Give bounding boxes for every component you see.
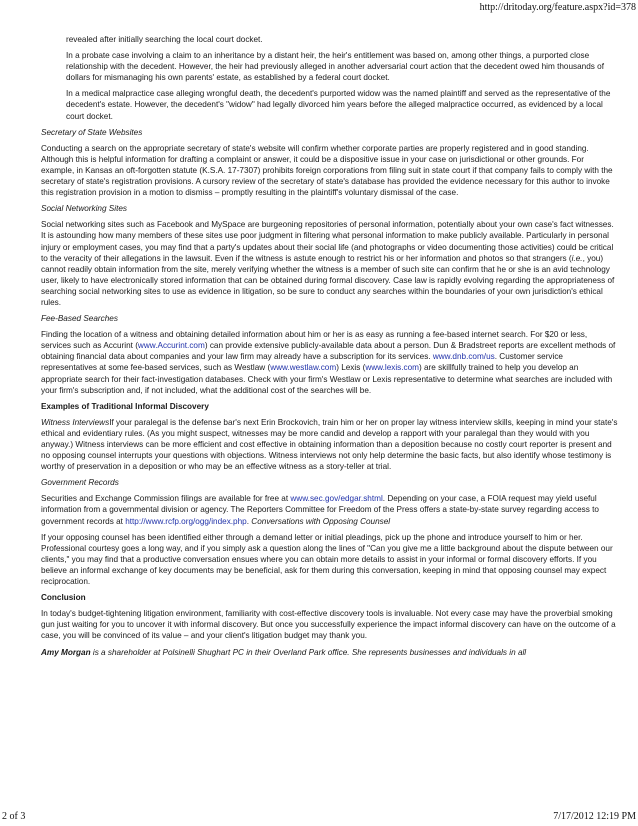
text-run: .	[246, 516, 252, 526]
text-run-italic: i.e.	[571, 253, 583, 263]
paragraph: In a medical malpractice case alleging wrongful death, the decedent's purported widow was the named plaintiff and served as the representative of the decedent's estate. However, the decedent's "widow" had legally divorced him years before the alleged malpractice occurred, as evidenced by a local court docket.	[66, 89, 611, 121]
author-bio	[41, 647, 618, 658]
paragraph: revealed after initially searching the local court docket.	[66, 35, 263, 44]
accurint-link[interactable]: www.Accurint.com	[137, 341, 205, 351]
text-run: Securities and Exchange Commission filings are available for free at	[41, 494, 291, 504]
print-timestamp: 7/17/2012 12:19 PM	[553, 811, 636, 822]
text-run: . Depending on your case, a FOIA request may yield useful information from a governmental division or agency. The Reporters Committee for Freedom of the Press offers a state-by-state survey regarding access to government records at	[41, 494, 599, 526]
section-heading-secretary-of-state: Secretary of State Websites	[41, 127, 143, 137]
header-url: http://dritoday.org/feature.aspx?id=378	[479, 2, 636, 13]
text-run: ) Lexis (	[336, 363, 366, 373]
westlaw-link[interactable]: www.westlaw.com	[270, 363, 337, 373]
text-run: ) are skillfully trained to help you develop an appropriate search for their fact-investigation databases. Check with your firm's Westlaw or Lexis representative to determine what searches are included with your firm's subscription and, if not included, what the additional cost of the searches will be.	[41, 363, 613, 395]
text-run: . Customer service representatives at some fee-based services, such as Westlaw (	[41, 352, 563, 373]
text-run: Social networking sites such as Facebook and MySpace are burgeoning repositories of personal information, potentially about your own case's fact witnesses. It is astounding how many members of these sites use poor judgment in filtering what personal information to make publicly available. Particularly in personal injury or employment cases, you may find that a party's updates about their social life (and photographs or video documenting those activities) could be critical to the veracity of their allegations in the lawsuit. Even if the witness is astute enough to restrict his or her information and photos so that strangers (	[41, 220, 614, 263]
lexis-link[interactable]: www.lexis.com	[365, 363, 419, 373]
paragraph: In today's budget-tightening litigation environment, familiarity with cost-effective discovery tools is invaluable. Not every case may have the proverbial smoking gun just waiting for you to uncover it with informal discovery. But once you successfully experience the impact informal discovery can have on the outcome of a case, you will be convinced of its value – and your client's litigation budget may thank you.	[41, 609, 616, 641]
rcfp-link[interactable]: http://www.rcfp.org/ogg/index.php	[125, 516, 247, 526]
paragraph: In a probate case involving a claim to an inheritance by a distant heir, the heir's entitlement was based on, among other things, a purported close relationship with the decedent. However, the heir had previously alleged in another adversarial court action that the decedent owed him thousands of dollars for mismanaging his own parents' estate, as established by a federal court docket.	[66, 51, 604, 83]
paragraph	[41, 417, 618, 472]
author-name: Amy Morgan	[41, 647, 91, 657]
text-run: ) can provide extensive publicly-available data about a person. Dun & Bradstreet reports are excellent methods of obtaining financial data about companies and your law firm may already have a subscription for its services.	[41, 341, 616, 362]
paragraph	[41, 329, 618, 396]
paragraph: Conducting a search on the appropriate secretary of state's website will confirm whether corporate parties are properly registered and in good standing. Although this is helpful information for drafting a complaint or answer, it could be a dispositive issue in your case on jurisdictional or other grounds. For example, in Kansas an oft-forgotten statute (K.S.A. 17-7307) prohibits foreign corporations from filing suit in state court if that company fails to comply with the secretary of state's registration provisions. A cursory review of the secretary of state's database has provided the evidence necessary for this author to invoke this registration provision in a motion to dismiss – promptly resulting in the plaintiff's voluntary dismissal of the case.	[41, 143, 613, 198]
dnb-link[interactable]: www.dnb.com/us	[432, 352, 495, 362]
sec-edgar-link[interactable]: www.sec.gov/edgar.shtml	[290, 494, 383, 504]
paragraph	[41, 493, 618, 526]
subheading-conversations: Conversations with Opposing Counsel	[251, 516, 391, 526]
section-heading-conclusion: Conclusion	[41, 593, 86, 603]
section-heading-fee-based: Fee-Based Searches	[41, 314, 118, 324]
section-heading-government-records: Government Records	[41, 478, 119, 488]
text-run: is a shareholder at Polsinelli Shughart PC in their Overland Park office. She represents businesses and individuals in all	[90, 647, 527, 657]
text-run: If your paralegal is the defense bar's next Erin Brockovich, train him or her on proper lay witness interview skills, keeping in mind your state's ethical and evidentiary rules. (As you might suspect, witnesses may be more candid and develop a rapport with your paralegal than they would with you anyway.) Witness interviews can be more efficient and cost effective in obtaining information than a deposition because no costly court reporter is present and no opposing counsel interrupts your questions with objections. Witness interviews not only help determine the basic facts, but also identify whose testimony is worthy of preservation in a deposition or who may be an effective witness as a story-teller at trial.	[41, 417, 618, 472]
section-heading-examples: Examples of Traditional Informal Discovery	[41, 401, 209, 411]
page-number: 2 of 3	[2, 811, 26, 822]
text-run: Finding the location of a witness and obtaining detailed information about him or her is as easy as running a fee-based internet search. For $20 or less, services such as Accurint (	[41, 330, 588, 351]
paragraph: If your opposing counsel has been identified either through a demand letter or initial pleadings, pick up the phone and introduce yourself to him or her. Professional courtesy goes a long way, and if you simply ask a question along the lines of "Can you give me a little background about the dispute between our clients," you may find that a productive conversation ensues where you can obtain more details to assist in your informal or formal discovery efforts. If you believe an informal exchange of key documents may be beneficial, ask for them during this conversation, keeping in mind that opposing counsel may expect reciprocation.	[41, 532, 613, 587]
text-run: , you) cannot readily obtain information from the site, merely verifying whether the witness is a member of such site can confirm that he or she is an avid technology user, likely to have electronically stored information that can be obtained during formal discovery. Case law is rapidly evolving regarding the appropriateness of searching social networking sites to use as evidence in litigation, so be sure to conduct any searches within the boundaries of your own jurisdiction's ethical rules.	[41, 253, 615, 307]
subheading-witness-interviews: Witness Interviews	[41, 417, 110, 427]
paragraph	[41, 219, 618, 308]
section-heading-social-networking: Social Networking Sites	[41, 204, 128, 214]
article-body	[41, 34, 618, 663]
